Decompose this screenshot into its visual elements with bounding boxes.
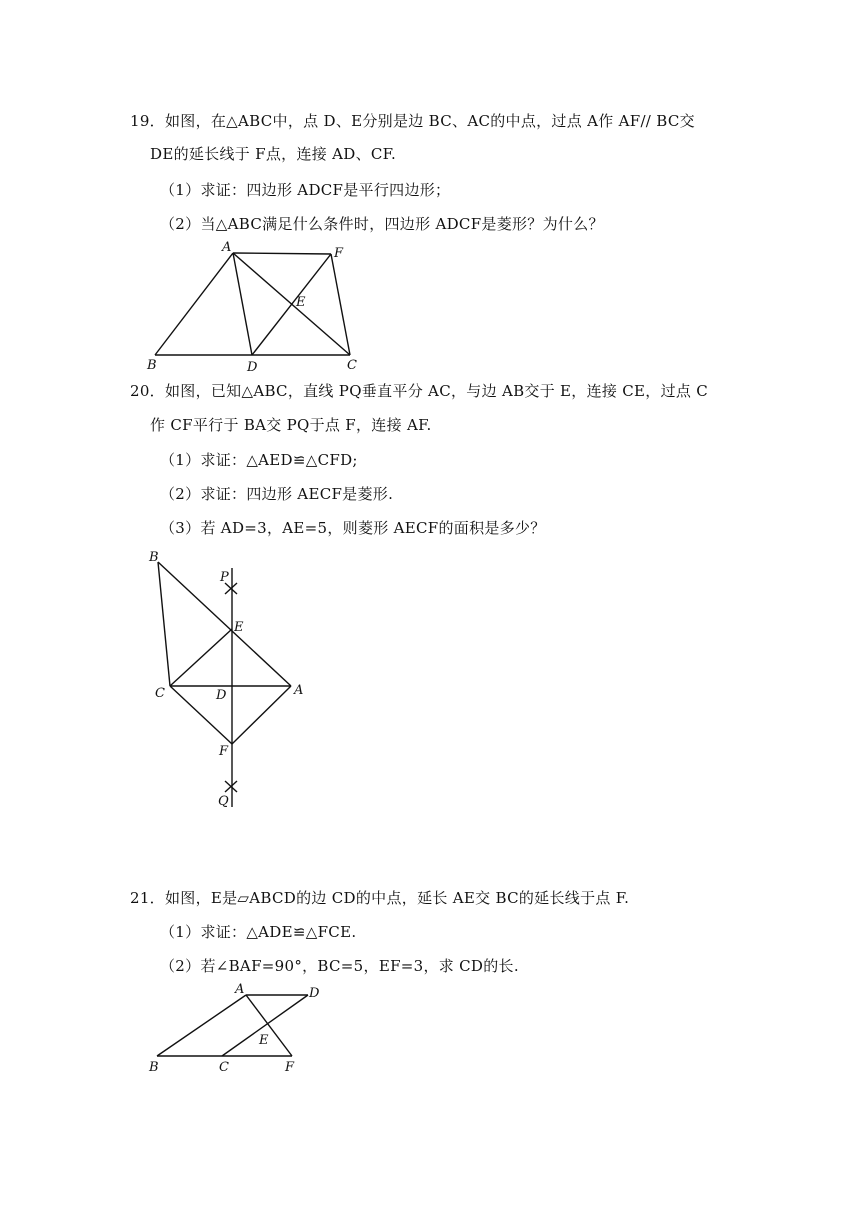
label-B: B [149,550,159,565]
segment-BC [158,562,170,686]
q19-line1: 19．如图，在△ABC中，点 D、E分别是边 BC、AC的中点，过点 A作 AF// BC交 [130,112,695,130]
segment-AB [155,253,233,355]
q21-figure [140,978,340,1078]
label-P: P [220,570,229,585]
segment-AB [157,995,246,1056]
q20-part2: （2）求证：四边形 AECF是菱形. [160,485,394,503]
q19-part2: （2）当△ABC满足什么条件时，四边形 ADCF是菱形？为什么？ [160,215,604,233]
label-F: F [285,1060,295,1075]
q20-line1: 20．如图，已知△ABC，直线 PQ垂直平分 AC，与边 AB交于 E，连接 CE，过点 C [130,382,709,400]
q19-figure [140,238,380,378]
label-C: C [347,358,357,373]
segment-CE [170,629,232,686]
segment-AD [233,253,252,355]
q20-part3: （3）若 AD=3，AE=5，则菱形 AECF的面积是多少？ [160,519,546,537]
segment-AF [233,253,331,254]
q20-figure [140,545,320,815]
segment-DF [252,254,331,355]
label-E: E [234,620,244,635]
q20-line2: 作 CF平行于 BA交 PQ于点 F，连接 AF. [150,416,432,434]
label-D: D [247,360,258,375]
label-B: B [149,1060,159,1075]
label-A: A [222,240,232,255]
label-D: D [309,986,320,1001]
label-C: C [155,686,165,701]
q19-line2: DE的延长线于 F点，连接 AD、CF. [150,145,397,163]
label-D: D [216,688,227,703]
q19-part1: （1）求证：四边形 ADCF是平行四边形； [160,181,451,199]
segment-FC [331,254,350,355]
label-F: F [219,744,229,759]
label-A: A [294,683,304,698]
label-A: A [235,982,245,997]
segment-AF [246,995,292,1056]
q20-part1: （1）求证：△AED≌△CFD; [160,451,358,469]
segment-AF [232,686,291,744]
label-E: E [296,295,306,310]
label-Q: Q [218,794,229,809]
label-F: F [334,246,344,261]
q21-line1: 21．如图，E是▱ABCD的边 CD的中点，延长 AE交 BC的延长线于点 F. [130,889,630,907]
q21-part2: （2）若∠BAF=90°，BC=5，EF=3，求 CD的长. [160,957,519,975]
label-B: B [147,358,157,373]
label-C: C [219,1060,229,1075]
q21-part1: （1）求证：△ADE≌△FCE. [160,923,357,941]
label-E: E [259,1033,269,1048]
